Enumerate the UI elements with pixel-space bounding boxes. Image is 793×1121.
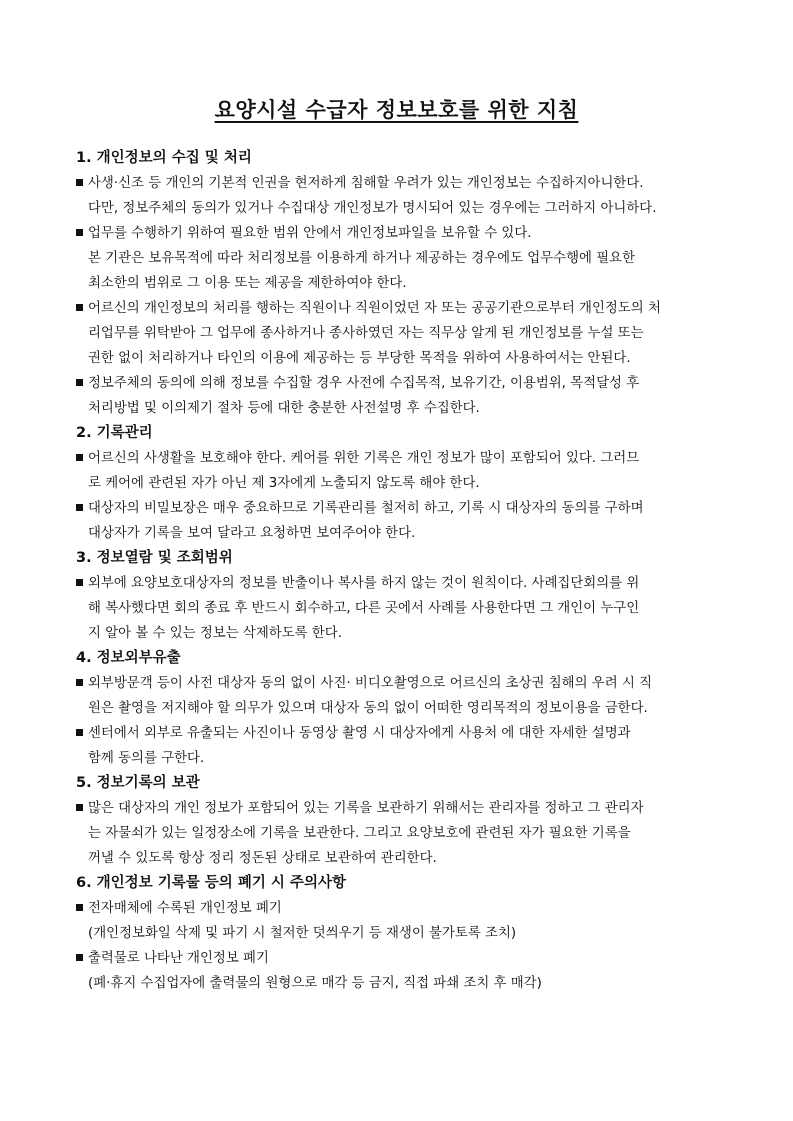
- text-line: 사생·신조 등 개인의 기본적 인권을 현저하게 침해할 우려가 있는 개인정보는 수집하지아니한다.: [88, 176, 644, 191]
- text-line: 해 복사했다면 회의 종료 후 반드시 회수하고, 다른 곳에서 사례를 사용한다면 그 개인이 누구인: [88, 601, 640, 616]
- text-line: 최소한의 범위로 그 이용 또는 제공을 제한하여야 한다.: [88, 276, 407, 291]
- text-line: 센터에서 외부로 유출되는 사진이나 동영상 촬영 시 대상자에게 사용처 에 대한 자세한 설명과: [88, 726, 631, 741]
- square-bullet-icon: [76, 904, 83, 911]
- text-line: 어르신의 사생활을 보호해야 한다. 케어를 위한 기록은 개인 정보가 많이 포함되어 있다. 그러므: [88, 451, 640, 466]
- text-line: 정보주체의 동의에 의해 정보를 수집할 경우 사전에 수집목적, 보유기간, 이용범위, 목적달성 후: [88, 376, 640, 391]
- text-line: 다만, 정보주체의 동의가 있거나 수집대상 개인정보가 명시되어 있는 경우에는 그러하지 아니하다.: [88, 201, 657, 216]
- section-heading: 3. 정보열람 및 조회범위: [76, 550, 233, 566]
- text-line: 리업무를 위탁받아 그 업무에 종사하거나 종사하였던 자는 직무상 알게 된 개인정보를 누설 또는: [88, 326, 644, 341]
- square-bullet-icon: [76, 504, 83, 511]
- text-line: 외부방문객 등이 사전 대상자 동의 없이 사진· 비디오촬영으로 어르신의 초상권 침해의 우려 시 직: [88, 676, 653, 691]
- bullet-item: [76, 446, 726, 496]
- text-line: 권한 없이 처리하거나 타인의 이용에 제공하는 등 부당한 목적을 위하여 사용하여서는 안된다.: [88, 351, 631, 366]
- bullet-item: [76, 496, 726, 546]
- document-body: [76, 146, 726, 996]
- square-bullet-icon: [76, 579, 83, 586]
- text-line: 로 케어에 관련된 자가 아닌 제 3자에게 노출되지 않도록 해야 한다.: [88, 476, 480, 491]
- bullet-item: [76, 896, 726, 946]
- text-line: 외부에 요양보호대상자의 정보를 반출이나 복사를 하지 않는 것이 원칙이다. 사례집단회의를 위: [88, 576, 640, 591]
- bullet-item: [76, 671, 726, 721]
- text-line: 어르신의 개인정보의 처리를 행하는 직원이나 직원이었던 자 또는 공공기관으로부터 개인정도의 처: [88, 301, 661, 316]
- bullet-item: [76, 221, 726, 296]
- section-heading: 4. 정보외부유출: [76, 650, 181, 666]
- bullet-item: [76, 371, 726, 421]
- bullet-item: [76, 296, 726, 371]
- square-bullet-icon: [76, 179, 83, 186]
- bullet-item: [76, 721, 726, 771]
- text-line: 본 기관은 보유목적에 따라 처리정보를 이용하게 하거나 제공하는 경우에도 업무수행에 필요한: [88, 251, 636, 266]
- text-line: 업무를 수행하기 위하여 필요한 범위 안에서 개인정보파일을 보유할 수 있다.: [88, 226, 532, 241]
- square-bullet-icon: [76, 454, 83, 461]
- text-line: 지 알아 볼 수 있는 정보는 삭제하도록 한다.: [88, 626, 342, 641]
- section-heading: 6. 개인정보 기록물 등의 폐기 시 주의사항: [76, 875, 346, 891]
- text-line: 처리방법 및 이의제기 절차 등에 대한 충분한 사전설명 후 수집한다.: [88, 401, 480, 416]
- bullet-item: [76, 171, 726, 221]
- text-line: (폐·휴지 수집업자에 출력물의 원형으로 매각 등 금지, 직접 파쇄 조치 후 매각): [88, 976, 542, 991]
- text-line: 출력물로 나타난 개인정보 폐기: [88, 951, 269, 966]
- text-line: 많은 대상자의 개인 정보가 포함되어 있는 기록을 보관하기 위해서는 관리자를 정하고 그 관리자: [88, 801, 644, 816]
- text-line: 함께 동의를 구한다.: [88, 751, 205, 766]
- square-bullet-icon: [76, 954, 83, 961]
- square-bullet-icon: [76, 804, 83, 811]
- section-heading: 1. 개인정보의 수집 및 처리: [76, 150, 252, 166]
- square-bullet-icon: [76, 304, 83, 311]
- square-bullet-icon: [76, 229, 83, 236]
- text-line: 꺼낼 수 있도록 항상 정리 정돈된 상태로 보관하여 관리한다.: [88, 851, 437, 866]
- bullet-item: [76, 946, 726, 996]
- text-line: (개인정보화일 삭제 및 파기 시 철저한 덧씌우기 등 재생이 불가토록 조치): [88, 926, 517, 941]
- bullet-item: [76, 796, 726, 871]
- section-heading: 5. 정보기록의 보관: [76, 775, 200, 791]
- square-bullet-icon: [76, 679, 83, 686]
- text-line: 전자매체에 수록된 개인정보 폐기: [88, 901, 282, 916]
- square-bullet-icon: [76, 379, 83, 386]
- text-line: 는 자물쇠가 있는 일정장소에 기록을 보관한다. 그리고 요양보호에 관련된 자가 필요한 기록을: [88, 826, 631, 841]
- section-heading: 2. 기록관리: [76, 425, 153, 441]
- text-line: 원은 촬영을 저지해야 할 의무가 있으며 대상자 동의 없이 어떠한 영리목적의 정보이용을 금한다.: [88, 701, 648, 716]
- bullet-item: [76, 571, 726, 646]
- text-line: 대상자의 비밀보장은 매우 중요하므로 기록관리를 철저히 하고, 기록 시 대상자의 동의를 구하며: [88, 501, 644, 516]
- square-bullet-icon: [76, 729, 83, 736]
- text-line: 대상자가 기록을 보여 달라고 요청하면 보여주어야 한다.: [88, 526, 416, 541]
- page-title: 요양시설 수급자 정보보호를 위한 지침: [214, 97, 579, 122]
